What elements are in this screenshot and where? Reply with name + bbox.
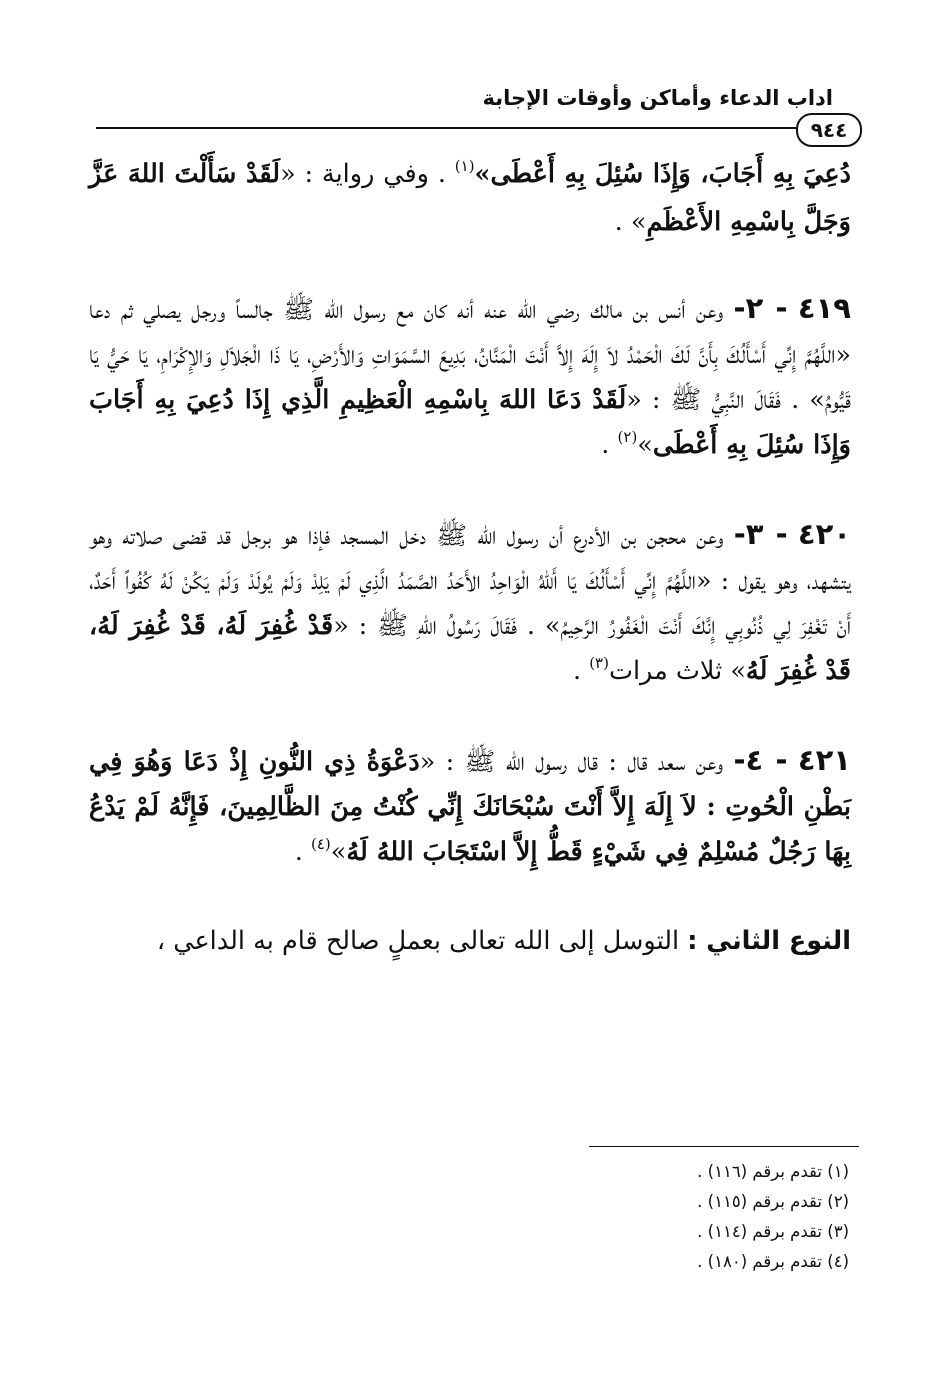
- narration-text: .: [601, 430, 618, 460]
- narration-text: وعن أنس بن مالك رضي الله عنه أنه كان مع رسول الله ﷺ جالساً ورجل يصلي ثم دعا «اللَّهُمَّ إِنِّي أَسْأَلُكَ بِأَنَّ لَكَ الْحَمْدُ لاَ إِلَهَ إِلاَّ أَنْتَ الْمَنَّانُ، بَدِيعَ السَّمَوَاتِ وَالأَرْضِ، يَا ذَا الْجَلاَلِ وَالإِكْرَامِ، يَا حَيُّ يَا قَيُّومُ» . فَقَالَ النَّبِيُّ ﷺ : «: [89, 295, 852, 415]
- footnote-ref: (١): [454, 157, 475, 175]
- narration-text: » .: [614, 207, 647, 237]
- narration-text: »: [330, 837, 347, 867]
- footnote-ref: (٢): [617, 428, 638, 446]
- narration-text: وعن سعد قال : قال رسول الله ﷺ : «: [419, 747, 734, 777]
- narration-text: » ثلاث مرات: [608, 656, 746, 686]
- section-text: التوسل إلى الله تعالى بعملٍ صالح قام به الداعي ،: [156, 926, 688, 956]
- footnote: (١) تقدم برقم (١١٦) .: [697, 1162, 849, 1181]
- narration-text: وعن محجن بن الأدرع أن رسول الله ﷺ دخل المسجد فإذا هو برجل قد قضى صلاته وهو يتشهد، وهو يقول : «اللَّهُمَّ إِنِّي أَسْأَلُكَ يَا أَللهُ الْوَاحِدُ الأَحَدُ الصَّمَدُ الَّذِي لَمْ يَلِدْ وَلَمْ يُولَدْ وَلَمْ يَكُنْ لَهُ كُفُواً أَحَدٌ، أَنْ تَغْفِرَ لِي ذُنُوبِي إِنَّكَ أَنْتَ الْغَفُورُ الرَّحِيمُ» . فَقَالَ رَسُولُ اللهِ ﷺ : «: [89, 521, 851, 641]
- section-heading: النوع الثاني :: [687, 926, 851, 956]
- hadith-quote: لَقَدْ سَأَلْتَ اللهَ عَزَّ وَجَلَّ بِاسْمِهِ الأَعْظَمِ: [89, 159, 851, 237]
- hadith-number: ٤٢١: [797, 743, 852, 777]
- hadith-quote: قَدْ غُفِرَ لَهُ، قَدْ غُفِرَ لَهُ، قَدْ غُفِرَ لَهُ: [89, 611, 851, 686]
- footnote-rule: [589, 1146, 859, 1147]
- paragraph-continuation: [89, 152, 851, 245]
- footnote: (٣) تقدم برقم (١١٤) .: [697, 1222, 849, 1241]
- footnote-ref: (٣): [589, 654, 609, 672]
- footnotes: [449, 1157, 849, 1277]
- hadith-420: [89, 512, 851, 697]
- hadith-quote: دُعِيَ بِهِ أَجَابَ، وَإِذَا سُئِلَ بِهِ أَعْطَى»: [474, 159, 851, 189]
- footnote-ref: (٤): [311, 835, 331, 853]
- header-rule: [96, 127, 796, 129]
- narration-text: »: [637, 430, 653, 460]
- narration-text: .: [294, 837, 311, 867]
- page-number: ٩٤٤: [796, 113, 862, 147]
- footnote: (٤) تقدم برقم (١٨٠) .: [697, 1252, 849, 1271]
- main-text: [89, 152, 851, 1005]
- footnote: (٢) تقدم برقم (١١٥) .: [697, 1192, 849, 1211]
- hadith-subnumber: - ٤-: [733, 743, 788, 777]
- hadith-subnumber: - ٣-: [733, 517, 788, 551]
- hadith-quote: لَقَدْ دَعَا اللهَ بِاسْمِهِ الْعَظِيمِ الَّذِي إِذَا دُعِيَ بِهِ أَجَابَ وَإِذَا سُئِلَ بِهِ أَعْطَى: [89, 385, 851, 460]
- hadith-number: ٤٢٠: [797, 517, 851, 551]
- section-paragraph: [89, 919, 851, 964]
- hadith-421: [89, 738, 851, 878]
- narration-text: . وفي رواية : «: [280, 159, 455, 189]
- hadith-quote: دَعْوَةُ ذِي النُّونِ إِذْ دَعَا وَهُوَ فِي بَطْنِ الْحُوتِ : لاَ إِلَهَ إِلاَّ أَنْتَ سُبْحَانَكَ إِنِّي كُنْتُ مِنَ الظَّالِمِينَ، فَإِنَّهُ لَمْ يَدْعُ بِهَا رَجُلٌ مُسْلِمٌ فِي شَيْءٍ قَطُّ إِلاَّ اسْتَجَابَ اللهُ لَهُ: [89, 747, 851, 867]
- hadith-subnumber: - ٢-: [733, 291, 788, 325]
- narration-text: .: [572, 656, 590, 686]
- hadith-419: [89, 286, 851, 471]
- hadith-number: ٤١٩: [797, 291, 851, 325]
- running-title: اداب الدعاء وأماكن وأوقات الإجابة: [482, 86, 833, 110]
